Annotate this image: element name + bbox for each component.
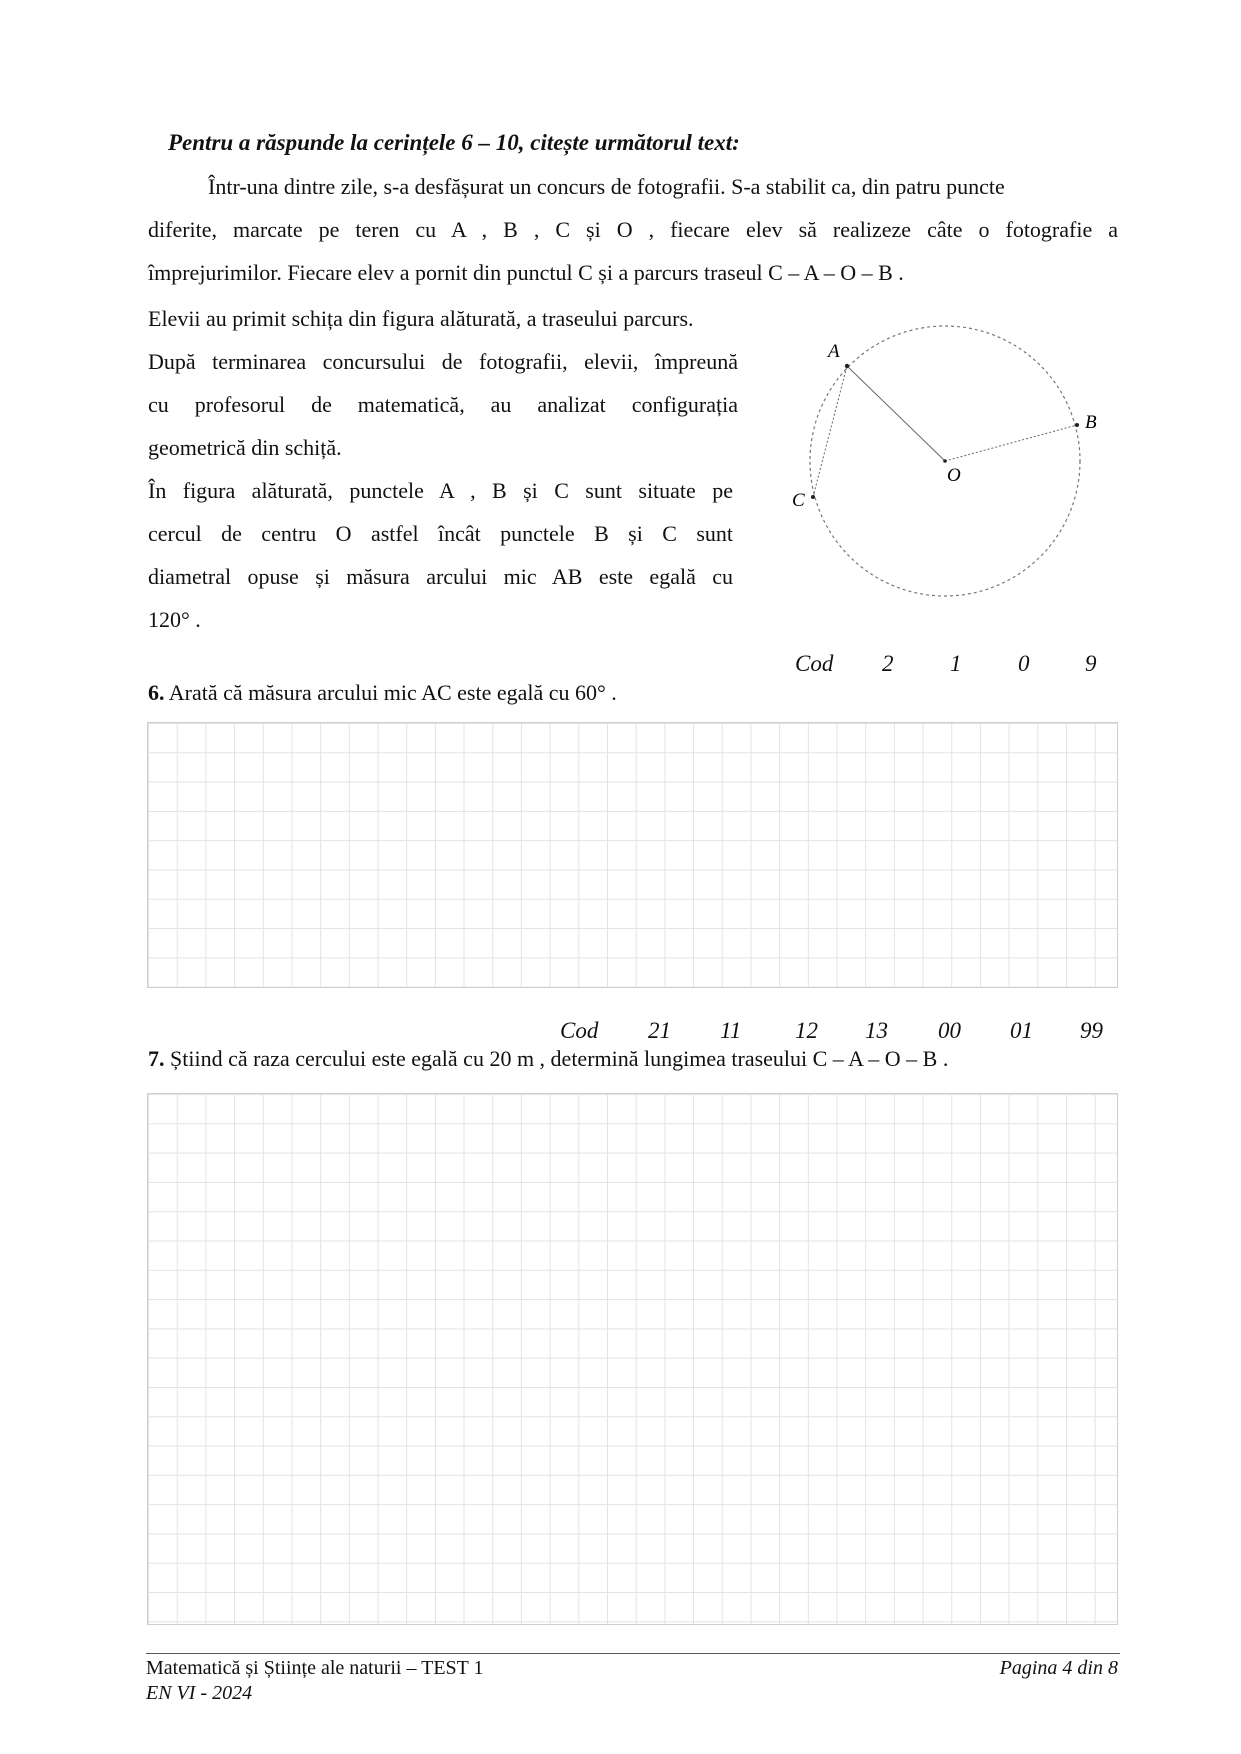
- footer-page-number: Pagina 4 din 8: [999, 1657, 1118, 1679]
- question-7: [148, 1046, 948, 1072]
- section-intro-title: Pentru a răspunde la cerințele 6 – 10, citește următorul text:: [168, 130, 740, 155]
- label-A: A: [828, 341, 840, 362]
- answer-grid-6[interactable]: [147, 722, 1118, 988]
- desc-line-2: După terminarea concursului de fotografii, elevii, împreună: [148, 349, 738, 374]
- q7-code: 99: [1080, 1018, 1103, 1043]
- desc-line-3: cu profesorul de matematică, au analizat configurația: [148, 392, 738, 417]
- desc-line-8: 120° .: [148, 607, 201, 632]
- question-7-number: 7.: [148, 1046, 165, 1071]
- q6-code-label: Cod: [795, 651, 834, 676]
- q7-code: 11: [720, 1018, 742, 1043]
- segment-CA: [813, 366, 847, 497]
- point-B: [1075, 423, 1079, 427]
- desc-line-6: cercul de centru O astfel încât punctele B și C sunt: [148, 521, 733, 546]
- intro-line-3: împrejurimilor. Fiecare elev a pornit din punctul C și a parcurs traseul C – A – O – B .: [148, 260, 904, 285]
- q6-codes: [0, 651, 1241, 681]
- q7-code-label: Cod: [560, 1018, 599, 1043]
- intro-line-2: diferite, marcate pe teren cu A , B , C și O , fiecare elev să realizeze câte o fotografie a: [148, 217, 1118, 242]
- desc-line-1: Elevii au primit schița din figura alăturată, a traseului parcurs.: [148, 306, 694, 331]
- segment-OB: [945, 425, 1077, 461]
- question-7-text: Știind că raza cercului este egală cu 20 m , determină lungimea traseului C – A – O – B .: [170, 1046, 949, 1071]
- q7-code: 00: [938, 1018, 961, 1043]
- q7-codes: [0, 1018, 1241, 1048]
- circle-figure: [780, 310, 1110, 610]
- desc-line-4: geometrică din schiță.: [148, 435, 342, 460]
- label-O: O: [947, 465, 961, 486]
- label-B: B: [1085, 412, 1097, 433]
- desc-line-5: În figura alăturată, punctele A , B și C sunt situate pe: [148, 478, 733, 503]
- q6-code: 1: [950, 651, 962, 676]
- point-C: [811, 495, 815, 499]
- q7-code: 21: [648, 1018, 671, 1043]
- question-6-text: Arată că măsura arcului mic AC este egală cu 60° .: [168, 680, 617, 705]
- segment-AO: [847, 366, 945, 461]
- figure-description: [148, 297, 738, 641]
- intro-paragraph: [148, 165, 1118, 294]
- desc-line-7: diametral opuse și măsura arcului mic AB este egală cu: [148, 564, 733, 589]
- footer-exam-id: EN VI - 2024: [146, 1682, 253, 1704]
- footer-divider: [146, 1653, 1120, 1654]
- q6-code: 9: [1085, 651, 1097, 676]
- question-6: [148, 680, 617, 706]
- q6-code: 2: [882, 651, 894, 676]
- q7-code: 01: [1010, 1018, 1033, 1043]
- question-6-number: 6.: [148, 680, 165, 705]
- intro-line-1: Într-una dintre zile, s-a desfășurat un concurs de fotografii. S-a stabilit ca, din patru puncte: [208, 174, 1005, 199]
- q7-code: 13: [865, 1018, 888, 1043]
- q6-code: 0: [1018, 651, 1030, 676]
- label-C: C: [792, 490, 805, 511]
- q7-code: 12: [795, 1018, 818, 1043]
- answer-grid-7[interactable]: [147, 1093, 1118, 1625]
- point-A: [845, 364, 849, 368]
- footer-subject: Matematică și Științe ale naturii – TEST 1: [146, 1657, 484, 1679]
- point-O: [943, 459, 947, 463]
